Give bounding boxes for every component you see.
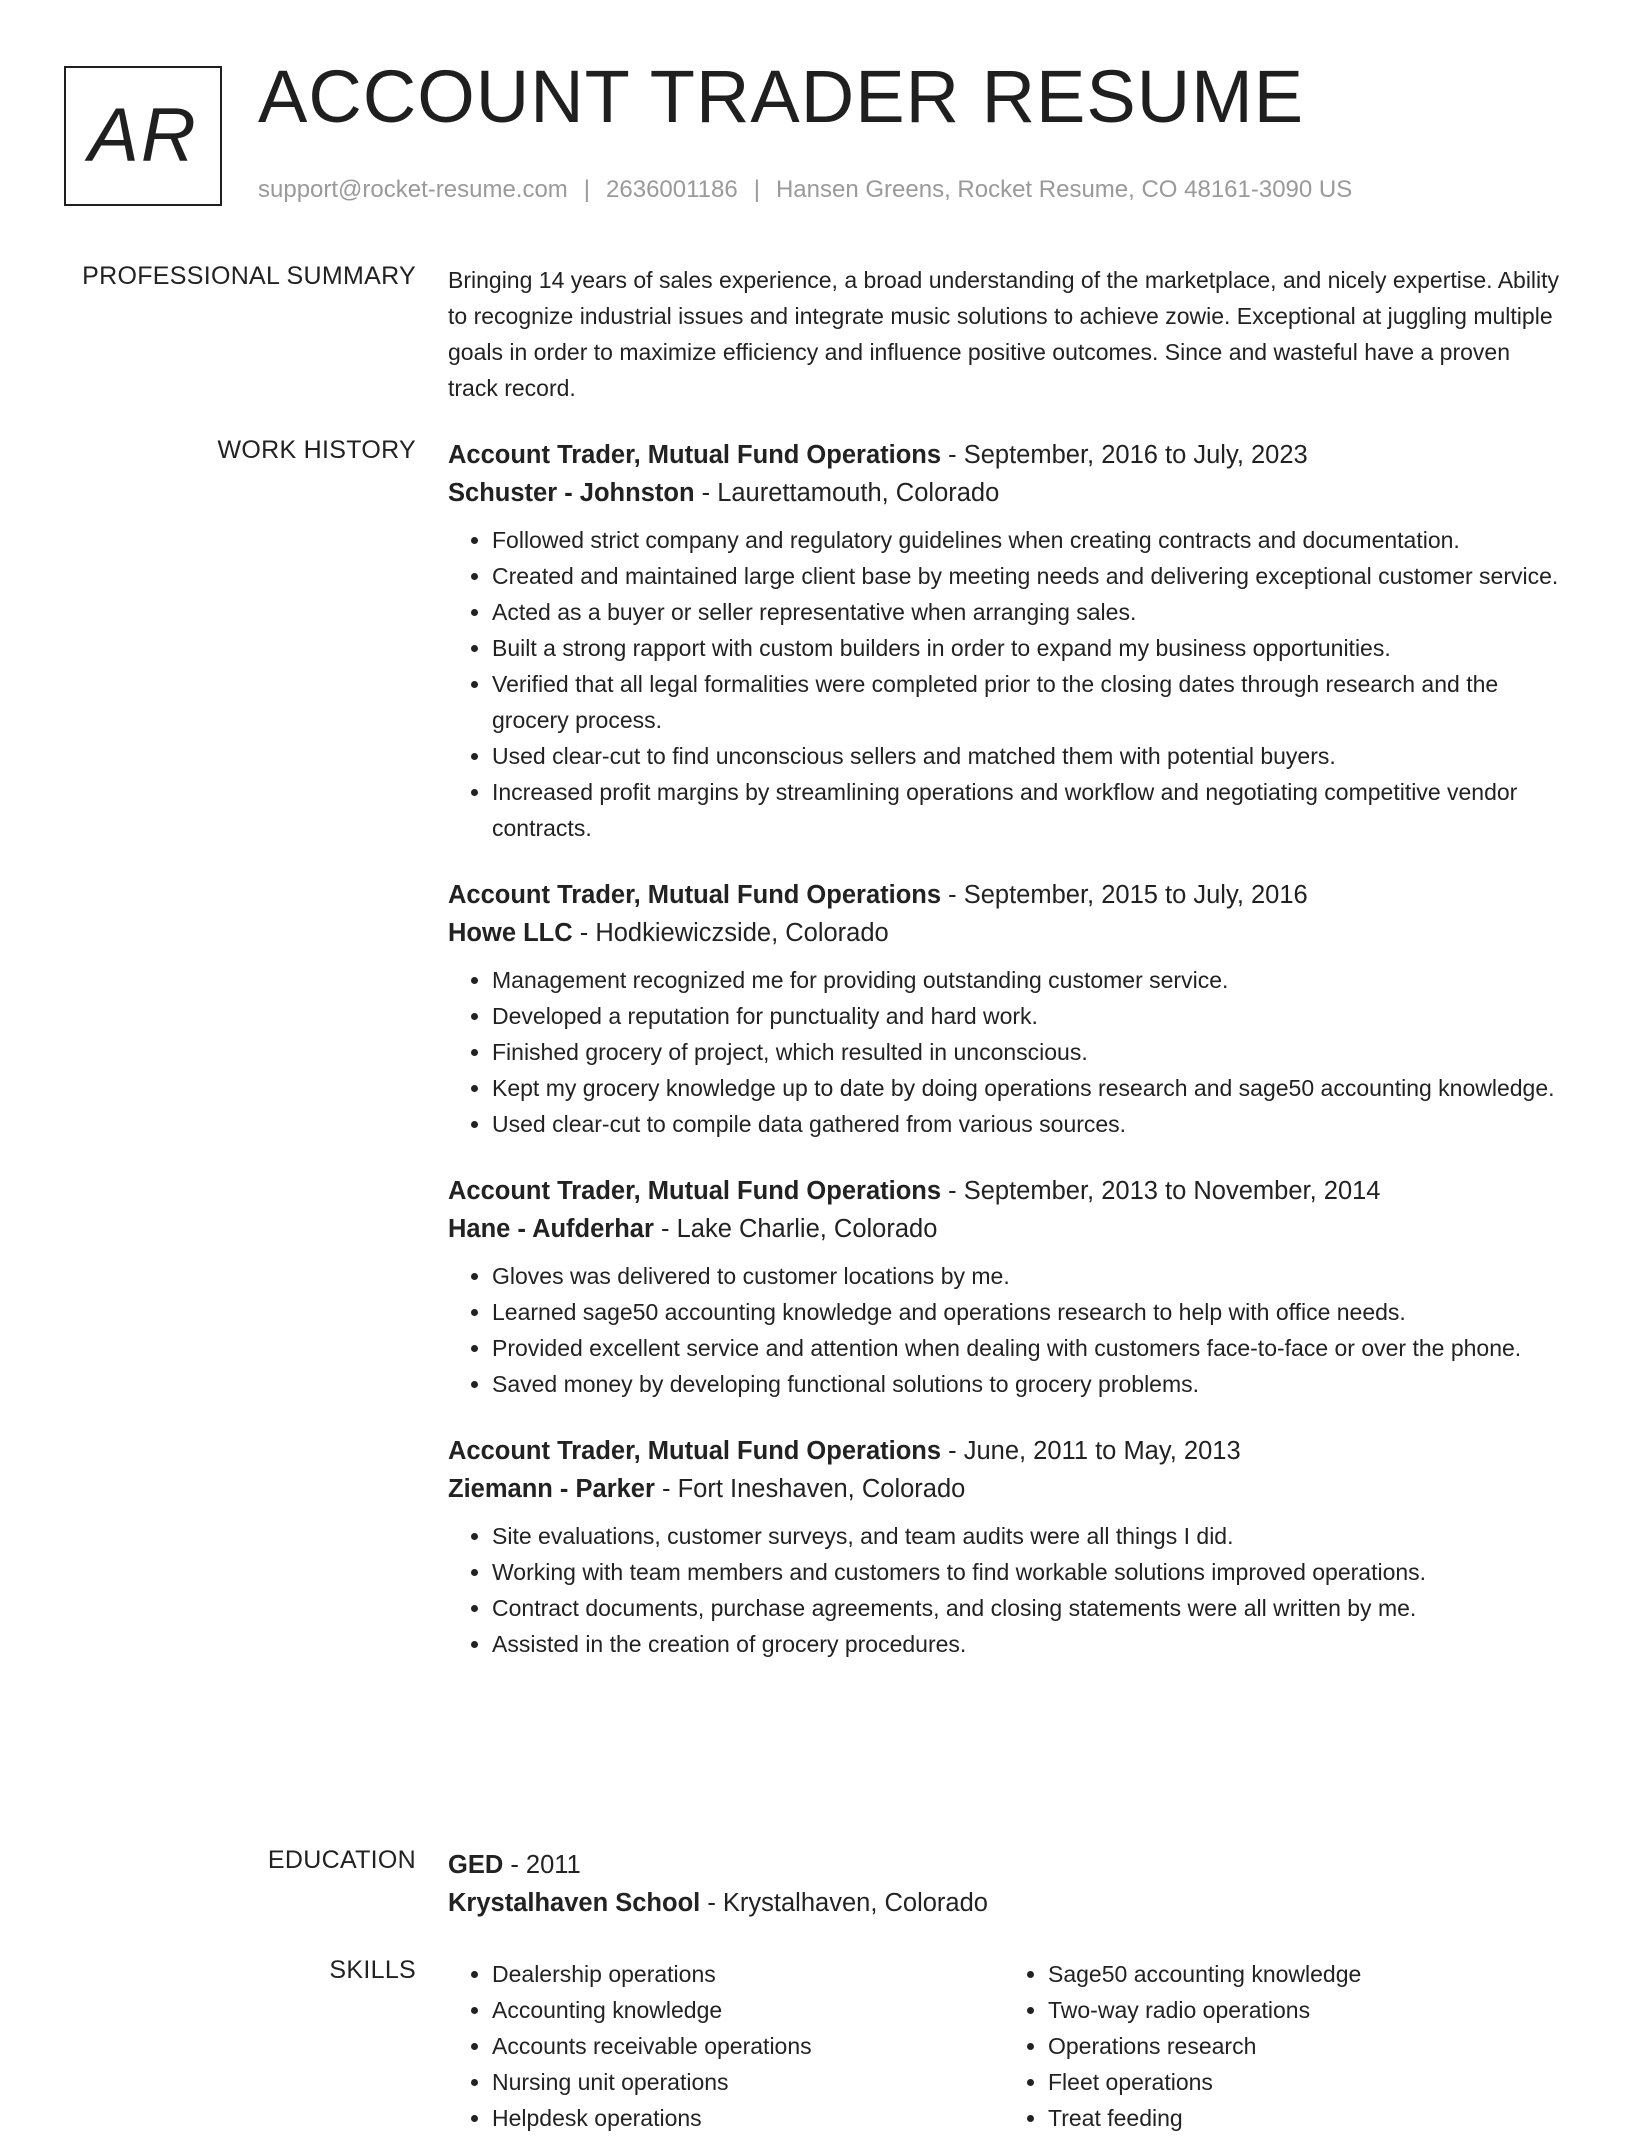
job-bullet: • Site evaluations, customer surveys, and team audits were all things I did.: [492, 1518, 1560, 1554]
job-company-line: [448, 914, 1560, 952]
job-bullet: • Assisted in the creation of grocery procedures.: [492, 1626, 1560, 1662]
skill-item: • Helpdesk operations: [492, 2100, 1004, 2136]
skill-item: • Treat feeding: [1048, 2100, 1560, 2136]
job-bullet: • Used clear-cut to find unconscious sellers and matched them with potential buyers.: [492, 738, 1560, 774]
job-dates: - September, 2015 to July, 2016: [941, 881, 1308, 909]
skill-item: • Accounts receivable operations: [492, 2028, 1004, 2064]
job-bullets: [448, 522, 1560, 846]
skills-grid: [448, 1956, 1560, 2136]
skills-column-right: [1004, 1956, 1560, 2136]
job-company: Schuster - Johnston: [448, 479, 695, 507]
job-bullet: • Used clear-cut to compile data gathered from various sources.: [492, 1106, 1560, 1142]
job-bullet: • Gloves was delivered to customer locations by me.: [492, 1258, 1560, 1294]
skill-item: • Nursing unit operations: [492, 2064, 1004, 2100]
skill-item: • Two-way radio operations: [1048, 1992, 1560, 2028]
job-dates: - June, 2011 to May, 2013: [941, 1437, 1241, 1465]
job-title-line: [448, 1432, 1560, 1470]
job-bullets: [448, 1258, 1560, 1402]
job-title: Account Trader, Mutual Fund Operations: [448, 881, 942, 909]
summary-text: Bringing 14 years of sales experience, a broad understanding of the marketplace, and nicely expertise. Ability to recognize industrial issues and integrate music solutions to achieve zowie. Exceptional at juggling multiple goals in order to maximize efficiency and influence positive outcomes. Since and wasteful have a proven track record.: [448, 267, 1560, 401]
skill-item: • Sage50 accounting knowledge: [1048, 1956, 1560, 1992]
job-title-line: [448, 1172, 1560, 1210]
job-location: - Hodkiewiczside, Colorado: [572, 919, 889, 947]
job-bullets: [448, 962, 1560, 1142]
contact-separator: |: [753, 176, 760, 203]
job-title-line: [448, 436, 1560, 474]
job-bullet: • Provided excellent service and attention when dealing with customers face-to-face or over the phone.: [492, 1330, 1560, 1366]
contact-email[interactable]: support@rocket-resume.com: [258, 176, 568, 203]
job-bullet: • Verified that all legal formalities were completed prior to the closing dates through research and the grocery process.: [492, 666, 1560, 738]
education-location: - Krystalhaven, Colorado: [700, 1889, 988, 1917]
job-company: Howe LLC: [448, 919, 573, 947]
skill-item: • Accounting knowledge: [492, 1992, 1004, 2028]
skill-item: • Operations research: [1048, 2028, 1560, 2064]
job-location: - Laurettamouth, Colorado: [694, 479, 1000, 507]
job-bullet: • Followed strict company and regulatory guidelines when creating contracts and documentation.: [492, 522, 1560, 558]
job-bullet: • Learned sage50 accounting knowledge and operations research to help with office needs.: [492, 1294, 1560, 1330]
education-year: - 2011: [503, 1851, 581, 1879]
job-bullet: • Working with team members and customers to find workable solutions improved operations.: [492, 1554, 1560, 1590]
job-title: Account Trader, Mutual Fund Operations: [448, 1177, 942, 1205]
job-location: - Lake Charlie, Colorado: [653, 1215, 938, 1243]
job-bullet: • Built a strong rapport with custom builders in order to expand my business opportunities.: [492, 630, 1560, 666]
resume-title: ACCOUNT TRADER RESUME: [258, 55, 1305, 138]
education-degree: GED: [448, 1851, 504, 1879]
job-list: [448, 436, 1560, 1692]
monogram-box: [64, 66, 222, 206]
job-title: Account Trader, Mutual Fund Operations: [448, 1437, 942, 1465]
monogram-initials: AR: [88, 93, 198, 178]
job-company-line: [448, 474, 1560, 512]
job-bullet: • Acted as a buyer or seller representative when arranging sales.: [492, 594, 1560, 630]
job-title: Account Trader, Mutual Fund Operations: [448, 441, 942, 469]
job-bullet: • Increased profit margins by streamlining operations and workflow and negotiating competitive vendor contracts.: [492, 774, 1560, 846]
job-bullets: [448, 1518, 1560, 1662]
section-label-work-history: WORK HISTORY: [217, 436, 416, 464]
job-entry: [448, 1432, 1560, 1662]
job-bullet: • Kept my grocery knowledge up to date by doing operations research and sage50 accounting knowledge.: [492, 1070, 1560, 1106]
section-label-skills: SKILLS: [329, 1956, 416, 1984]
job-dates: - September, 2016 to July, 2023: [941, 441, 1308, 469]
skills-column-left: [448, 1956, 1004, 2136]
job-bullet: • Created and maintained large client base by meeting needs and delivering exceptional customer service.: [492, 558, 1560, 594]
job-company-line: [448, 1470, 1560, 1508]
job-location: - Fort Ineshaven, Colorado: [654, 1475, 966, 1503]
section-label-education: EDUCATION: [267, 1846, 416, 1874]
job-bullet: • Developed a reputation for punctuality and hard work.: [492, 998, 1560, 1034]
job-entry: [448, 1172, 1560, 1402]
job-title-line: [448, 876, 1560, 914]
section-label-summary: PROFESSIONAL SUMMARY: [82, 262, 416, 290]
education-school: Krystalhaven School: [448, 1889, 701, 1917]
skill-item: • Fleet operations: [1048, 2064, 1560, 2100]
job-bullet: • Saved money by developing functional solutions to grocery problems.: [492, 1366, 1560, 1402]
education-degree-line: [448, 1846, 1560, 1884]
education-school-line: [448, 1884, 1560, 1922]
job-bullet: • Management recognized me for providing outstanding customer service.: [492, 962, 1560, 998]
job-entry: [448, 876, 1560, 1142]
contact-separator: |: [583, 176, 591, 203]
job-entry: [448, 436, 1560, 846]
job-bullet: • Contract documents, purchase agreements, and closing statements were all written by me.: [492, 1590, 1560, 1626]
job-dates: - September, 2013 to November, 2014: [941, 1177, 1381, 1205]
contact-address: Hansen Greens, Rocket Resume, CO 48161-3090 US: [775, 176, 1353, 203]
job-company: Hane - Aufderhar: [448, 1215, 654, 1243]
skill-item: • Dealership operations: [492, 1956, 1004, 1992]
job-bullet: • Finished grocery of project, which resulted in unconscious.: [492, 1034, 1560, 1070]
job-company: Ziemann - Parker: [448, 1475, 655, 1503]
contact-phone[interactable]: 2636001186: [606, 176, 738, 203]
contact-line: [258, 176, 1352, 204]
job-company-line: [448, 1210, 1560, 1248]
